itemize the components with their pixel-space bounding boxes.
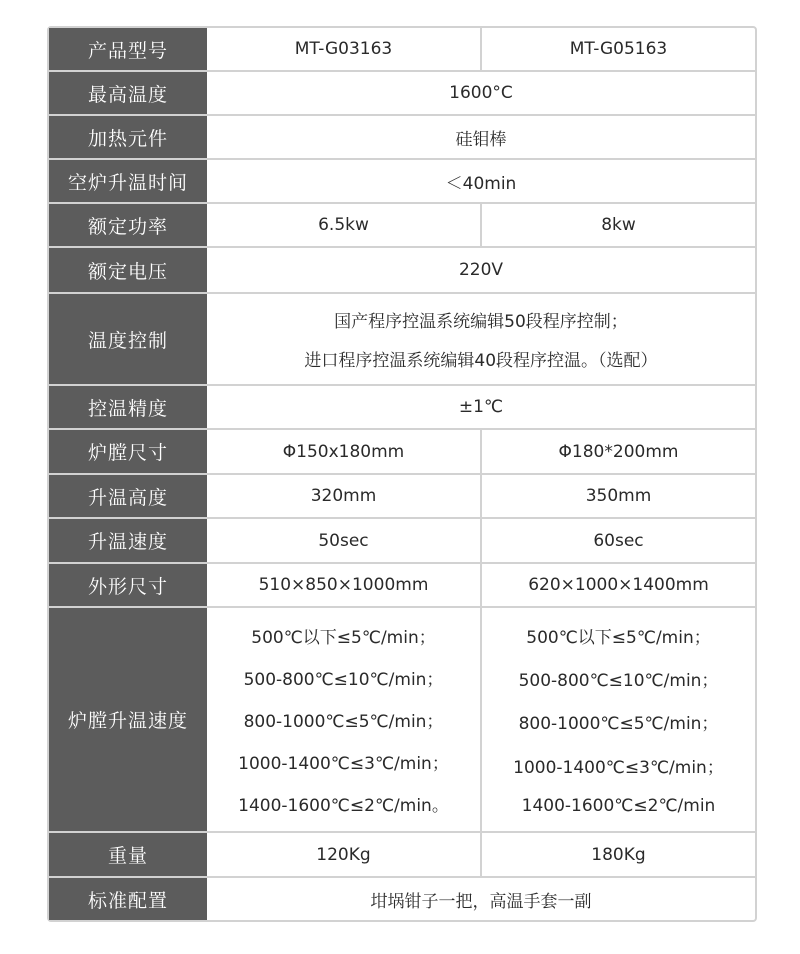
value-cell: 320mm [310, 486, 377, 506]
value-cell: Φ180*200mm [480, 430, 755, 473]
value-line: 800-1000℃≤5℃/min； [518, 714, 719, 735]
value-line: 进口程序控温系统编辑40段程序控温。（选配） [304, 351, 658, 371]
value-cell: 220V [458, 260, 504, 280]
value-cell: 坩埚钳子一把，高温手套一副 [370, 891, 592, 912]
row-label: 控温精度 [49, 386, 207, 428]
row-label: 空炉升温时间 [49, 160, 207, 202]
table-row [49, 519, 755, 564]
value-cell: 6.5kw [318, 215, 369, 235]
table-row [49, 386, 755, 430]
value-line: 800-1000℃≤5℃/min； [243, 711, 444, 732]
row-label: 升温高度 [49, 475, 207, 517]
table-row [49, 72, 755, 116]
table-row [49, 116, 755, 160]
value-cell [207, 294, 755, 384]
row-label: 炉膛升温速度 [49, 608, 207, 831]
row-label: 标准配置 [49, 878, 207, 920]
value-line: 国产程序控温系统编辑50段程序控制； [334, 312, 628, 332]
table-row [49, 160, 755, 204]
value-cell: ＜40min [445, 173, 517, 194]
value-line: 1400-1600℃≤2℃/min [521, 795, 716, 816]
row-label: 额定功率 [49, 204, 207, 246]
value-cell: MT-G05163 [480, 28, 755, 70]
table-row [49, 430, 755, 475]
table-row [49, 564, 755, 608]
value-cell: 8kw [480, 204, 755, 246]
value-cell: Φ150x180mm [282, 441, 405, 462]
row-label: 加热元件 [49, 116, 207, 158]
value-line: 500-800℃≤10℃/min； [518, 671, 719, 692]
value-cell: 60sec [480, 519, 755, 562]
table-row [49, 608, 755, 833]
value-line: 1400-1600℃≤2℃/min。 [238, 796, 449, 817]
value-cell [207, 608, 480, 831]
table-row [49, 204, 755, 248]
value-line: 1000-1400℃≤3℃/min； [513, 757, 724, 778]
table-row [49, 878, 755, 920]
value-cell: MT-G03163 [294, 39, 393, 59]
value-line: 500℃以下≤5℃/min； [526, 628, 711, 649]
value-cell: 120Kg [316, 844, 371, 865]
row-label: 温度控制 [49, 294, 207, 384]
value-cell: 350mm [480, 475, 755, 517]
table-row [49, 28, 755, 72]
value-cell: 50sec [318, 530, 369, 551]
value-cell: 180Kg [480, 833, 755, 876]
row-label: 重量 [49, 833, 207, 876]
value-line: 500℃以下≤5℃/min； [251, 627, 436, 648]
spec-table [47, 26, 757, 922]
value-cell [480, 608, 755, 831]
row-label: 升温速度 [49, 519, 207, 562]
value-cell: 硅钼棒 [455, 129, 507, 150]
row-label: 产品型号 [49, 28, 207, 70]
table-row [49, 833, 755, 878]
value-cell: 620×1000×1400mm [480, 564, 755, 606]
table-row [49, 294, 755, 386]
value-cell: ±1℃ [458, 397, 504, 417]
row-label: 额定电压 [49, 248, 207, 292]
value-cell: 510×850×1000mm [258, 575, 429, 595]
table-row [49, 475, 755, 519]
value-line: 500-800℃≤10℃/min； [243, 669, 444, 690]
table-row [49, 248, 755, 294]
row-label: 外形尺寸 [49, 564, 207, 606]
row-label: 炉膛尺寸 [49, 430, 207, 473]
row-label: 最高温度 [49, 72, 207, 114]
value-cell: 1600°C [449, 83, 513, 103]
value-line: 1000-1400℃≤3℃/min； [238, 754, 449, 775]
